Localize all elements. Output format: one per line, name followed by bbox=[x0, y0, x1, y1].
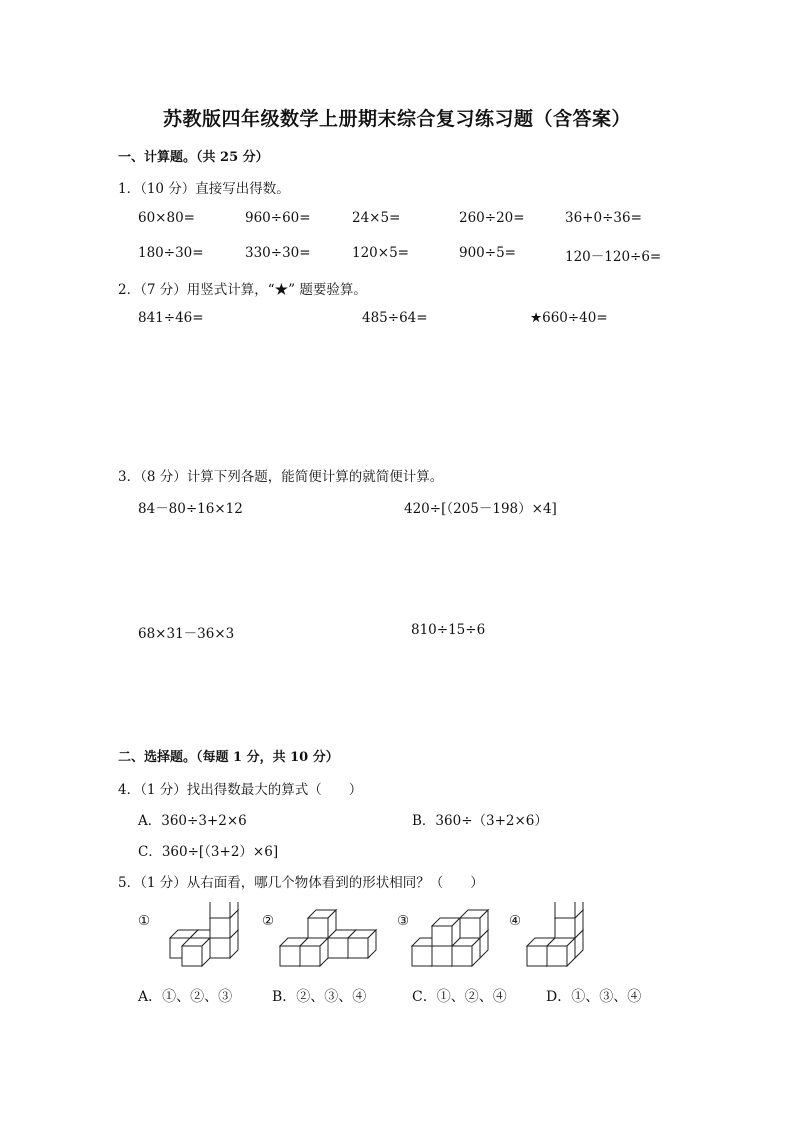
q1-item: 180÷30= bbox=[138, 245, 204, 261]
q5-option-b: B．②、③、④ bbox=[272, 989, 367, 1005]
q1-item: 900÷5= bbox=[459, 245, 516, 261]
cube-figure-2 bbox=[278, 902, 378, 970]
q1-item: 120－120÷6= bbox=[565, 249, 662, 265]
q3-item: 420÷[（205－198）×4] bbox=[404, 501, 557, 517]
figure-label-2: ② bbox=[262, 913, 275, 929]
cube bbox=[348, 930, 376, 958]
q5-option-c: C．①、②、④ bbox=[412, 989, 507, 1005]
question-1-prompt: 1．（10 分）直接写出得数。 bbox=[118, 181, 290, 197]
figure-label-3: ③ bbox=[397, 913, 410, 929]
q1-item: 960÷60= bbox=[245, 210, 311, 226]
cube-figure-1 bbox=[160, 902, 250, 970]
section-heading-choice: 二、选择题。（每题 1 分，共 10 分） bbox=[118, 750, 339, 765]
cube bbox=[547, 938, 575, 966]
question-5-prompt: 5．（1 分）从右面看，哪几个物体看到的形状相同？（ ） bbox=[118, 875, 484, 891]
question-4-prompt: 4．（1 分）找出得数最大的算式（ ） bbox=[118, 782, 363, 798]
cube-figure-3 bbox=[410, 902, 500, 970]
cube bbox=[308, 910, 336, 938]
q2-item: 841÷46= bbox=[138, 310, 204, 326]
figure-label-4: ④ bbox=[509, 913, 522, 929]
q3-item: 68×31－36×3 bbox=[138, 626, 235, 642]
cube bbox=[460, 910, 488, 938]
question-3-prompt: 3．（8 分）计算下列各题，能简便计算的就简便计算。 bbox=[118, 469, 444, 485]
cube bbox=[432, 918, 460, 946]
q2-item: 485÷64= bbox=[362, 310, 428, 326]
q4-option-b: B．360÷（3+2×6） bbox=[412, 813, 548, 829]
q3-item: 810÷15÷6 bbox=[411, 622, 486, 638]
q1-item: 120×5= bbox=[352, 245, 409, 261]
q1-item: 330÷30= bbox=[245, 245, 311, 261]
q1-item: 260÷20= bbox=[459, 210, 525, 226]
q1-item: 60×80= bbox=[138, 210, 195, 226]
q1-item: 24×5= bbox=[352, 210, 401, 226]
q5-option-a: A．①、②、③ bbox=[138, 989, 233, 1005]
q1-item: 36+0÷36= bbox=[565, 210, 642, 226]
cube bbox=[182, 938, 210, 966]
cube-figure-4 bbox=[525, 902, 605, 970]
page-title: 苏教版四年级数学上册期末综合复习练习题（含答案） bbox=[162, 108, 631, 130]
cube bbox=[300, 938, 328, 966]
q4-option-c: C．360÷[（3+2）×6] bbox=[138, 844, 279, 860]
q5-option-d: D．①、③、④ bbox=[546, 989, 642, 1005]
section-heading-calculation: 一、计算题。（共 25 分） bbox=[118, 150, 269, 165]
q4-option-a: A．360÷3+2×6 bbox=[138, 813, 247, 829]
question-2-prompt: 2．（7 分）用竖式计算，“★” 题要验算。 bbox=[118, 282, 367, 298]
q2-item: ★660÷40= bbox=[530, 310, 608, 326]
q3-item: 84－80÷16×12 bbox=[138, 501, 243, 517]
figure-label-1: ① bbox=[138, 913, 151, 929]
